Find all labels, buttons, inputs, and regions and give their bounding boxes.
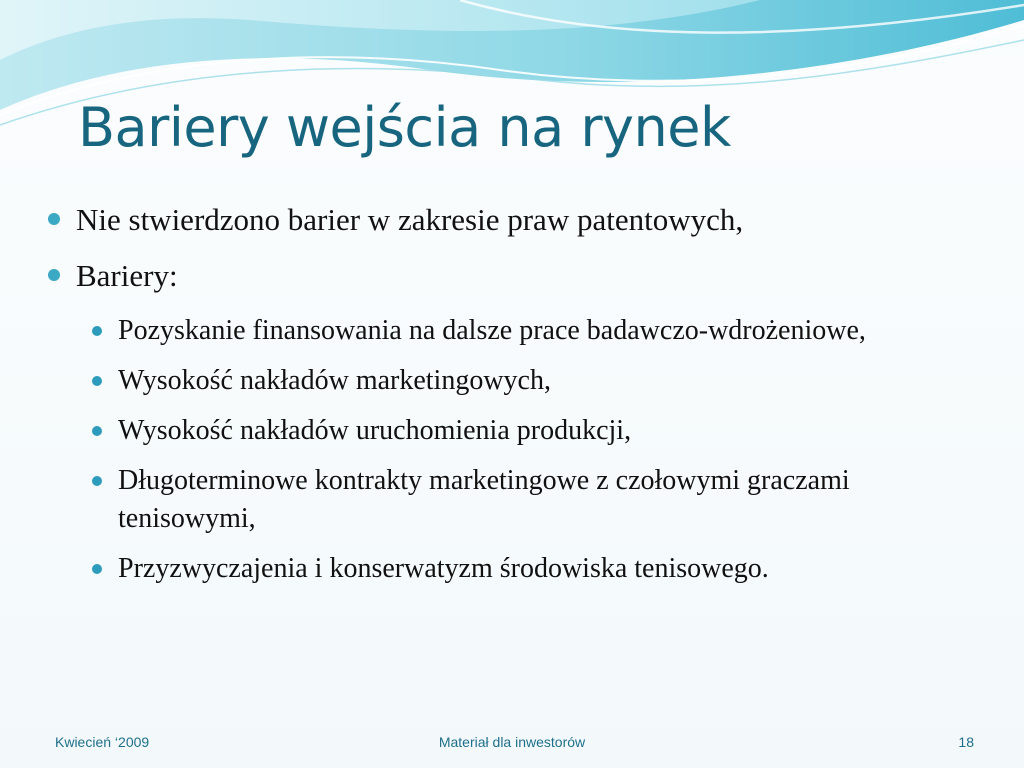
bullet-dot-icon bbox=[92, 326, 102, 336]
bullet-text: Nie stwierdzono barier w zakresie praw patentowych, bbox=[76, 202, 744, 237]
list-item bbox=[48, 256, 978, 296]
sub-bullet-text: Wysokość nakładów uruchomienia produkcji, bbox=[118, 415, 632, 446]
sub-bullet-text: Pozyskanie finansowania na dalsze prace badawczo-wdrożeniowe, bbox=[118, 315, 866, 346]
bullet-dot-icon bbox=[48, 269, 60, 281]
sub-list-item bbox=[48, 312, 978, 350]
sub-list-item bbox=[48, 412, 978, 450]
list-item bbox=[48, 200, 978, 240]
bullet-dot-icon bbox=[48, 213, 60, 225]
footer-center-text: Materiał dla inwestorów bbox=[438, 734, 586, 750]
bullet-list bbox=[48, 200, 978, 600]
bullet-dot-icon bbox=[92, 376, 102, 386]
bullet-dot-icon bbox=[92, 476, 102, 486]
bullet-dot-icon bbox=[92, 564, 102, 574]
bullet-text: Bariery: bbox=[76, 258, 178, 293]
slide-title: Bariery wejścia na rynek bbox=[78, 96, 731, 159]
sub-bullet-text: Długoterminowe kontrakty marketingowe z czołowymi graczami tenisowymi, bbox=[118, 465, 850, 534]
sub-list-item bbox=[48, 550, 978, 588]
sub-bullet-text: Wysokość nakładów marketingowych, bbox=[118, 365, 551, 396]
bullet-dot-icon bbox=[92, 426, 102, 436]
footer-page-number: 18 bbox=[958, 734, 974, 750]
sub-list-item bbox=[48, 362, 978, 400]
sub-bullet-text: Przyzwyczajenia i konserwatyzm środowiska tenisowego. bbox=[118, 553, 769, 584]
footer-date: Kwiecień ‘2009 bbox=[55, 734, 150, 750]
sub-list-item bbox=[48, 462, 978, 538]
